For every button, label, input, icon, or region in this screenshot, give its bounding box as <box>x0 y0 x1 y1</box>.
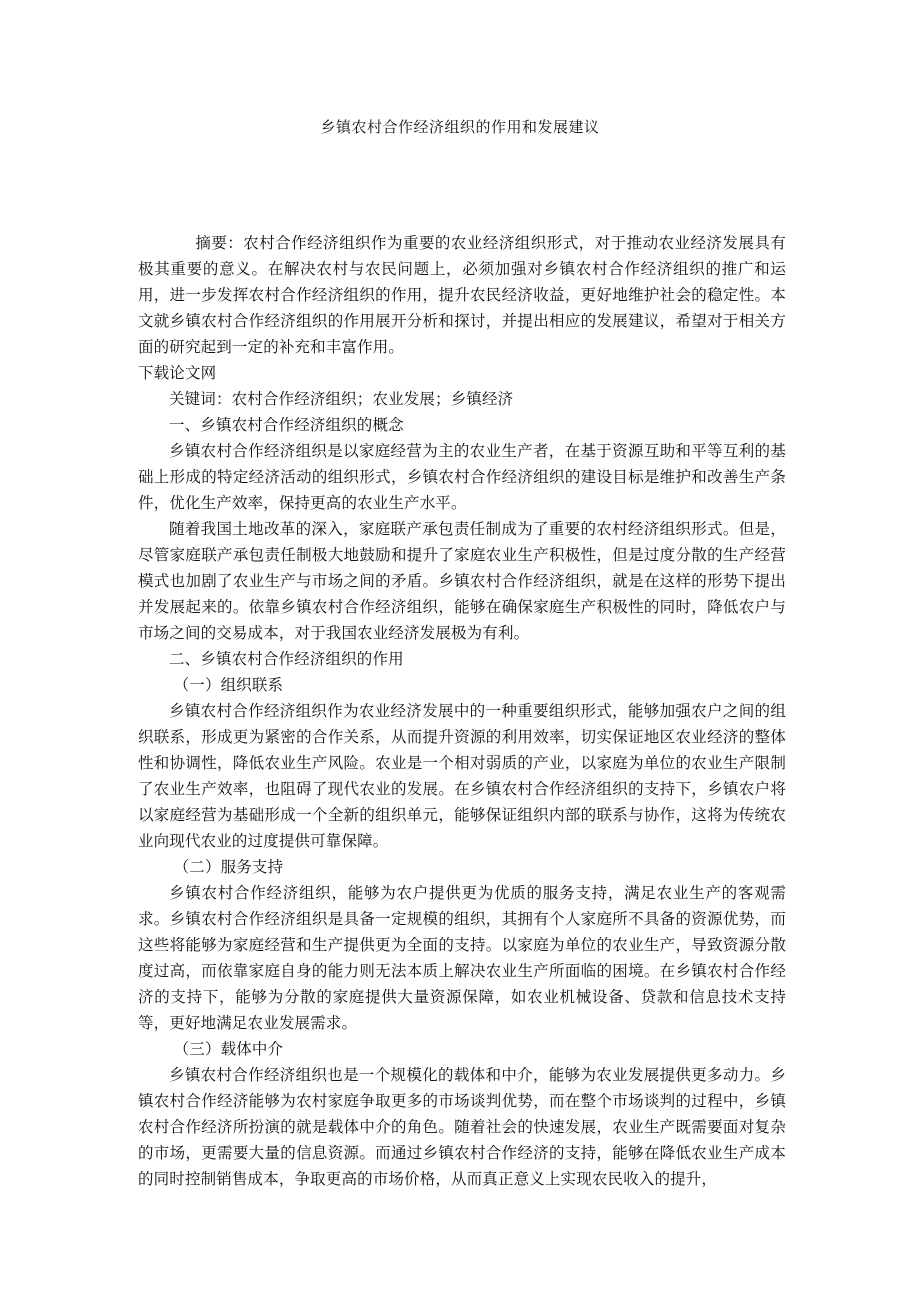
subsection-3-heading: （三）载体中介 <box>173 1040 284 1058</box>
section-1-heading: 一、乡镇农村合作经济组织的概念 <box>169 416 404 434</box>
keywords-line: 关键词：农村合作经济组织；农业发展；乡镇经济 <box>169 390 514 408</box>
subsection-2-paragraph: 乡镇农村合作经济组织，能够为农户提供更为优质的服务支持，满足农业生产的客观需求。乡镇农村合作经济组织是具备一定规模的组织，其拥有个人家庭所不具备的资源优势，而这些将能够为家庭经营和生产提供更为全面的支持。以家庭为单位的农业生产，导致资源分散度过高，而依靠家庭自身的能力则无法本质上解决农业生产所面临的困境。在乡镇农村合作经济的支持下，能够为分散的家庭提供大量资源保障，如农业机械设备、贷款和信息技术支持等，更好地满足农业发展需求。 <box>138 884 786 1032</box>
document-title: 乡镇农村合作经济组织的作用和发展建议 <box>320 118 600 136</box>
section-1-paragraph-1: 乡镇农村合作经济组织是以家庭经营为主的农业生产者，在基于资源互助和平等互利的基础上形成的特定经济活动的组织形式，乡镇农村合作经济组织的建设目标是维护和改善生产条件，优化生产效率，保持更高的农业生产水平。 <box>138 442 786 512</box>
document-body <box>138 230 786 1192</box>
section-1-paragraph-2: 随着我国土地改革的深入，家庭联产承包责任制成为了重要的农村经济组织形式。但是，尽管家庭联产承包责任制极大地鼓励和提升了家庭农业生产积极性，但是过度分散的生产经营模式也加剧了农业生产与市场之间的矛盾。乡镇农村合作经济组织，就是在这样的形势下提出并发展起来的。依靠乡镇农村合作经济组织，能够在确保家庭生产积极性的同时，降低农户与市场之间的交易成本，对于我国农业经济发展极为有利。 <box>138 520 786 642</box>
abstract-paragraph: 摘要：农村合作经济组织作为重要的农业经济组织形式，对于推动农业经济发展具有极其重要的意义。在解决农村与农民问题上，必须加强对乡镇农村合作经济组织的推广和运用，进一步发挥农村合作经济组织的作用，提升农民经济收益，更好地维护社会的稳定性。本文就乡镇农村合作经济组织的作用展开分析和探讨，并提出相应的发展建议，希望对于相关方面的研究起到一定的补充和丰富作用。 <box>138 234 786 356</box>
source-note: 下载论文网 <box>138 364 217 382</box>
subsection-1-heading: （一）组织联系 <box>173 676 284 694</box>
subsection-3-paragraph: 乡镇农村合作经济组织也是一个规模化的载体和中介，能够为农业发展提供更多动力。乡镇农村合作经济能够为农村家庭争取更多的市场谈判优势，而在整个市场谈判的过程中，乡镇农村合作经济所扮演的就是载体中介的角色。随着社会的快速发展，农业生产既需要面对复杂的市场，更需要大量的信息资源。而通过乡镇农村合作经济的支持，能够在降低农业生产成本的同时控制销售成本，争取更高的市场价格，从而真正意义上实现农民收入的提升， <box>138 1066 786 1188</box>
subsection-1-paragraph: 乡镇农村合作经济组织作为农业经济发展中的一种重要组织形式，能够加强农户之间的组织联系，形成更为紧密的合作关系，从而提升资源的利用效率，切实保证地区农业经济的整体性和协调性，降低农业生产风险。农业是一个相对弱质的产业，以家庭为单位的农业生产限制了农业生产效率，也阻碍了现代农业的发展。在乡镇农村合作经济组织的支持下，乡镇农户将以家庭经营为基础形成一个全新的组织单元，能够保证组织内部的联系与协作，这将为传统农业向现代农业的过度提供可靠保障。 <box>138 702 786 850</box>
subsection-2-heading: （二）服务支持 <box>173 858 284 876</box>
section-2-heading: 二、乡镇农村合作经济组织的作用 <box>169 650 404 668</box>
